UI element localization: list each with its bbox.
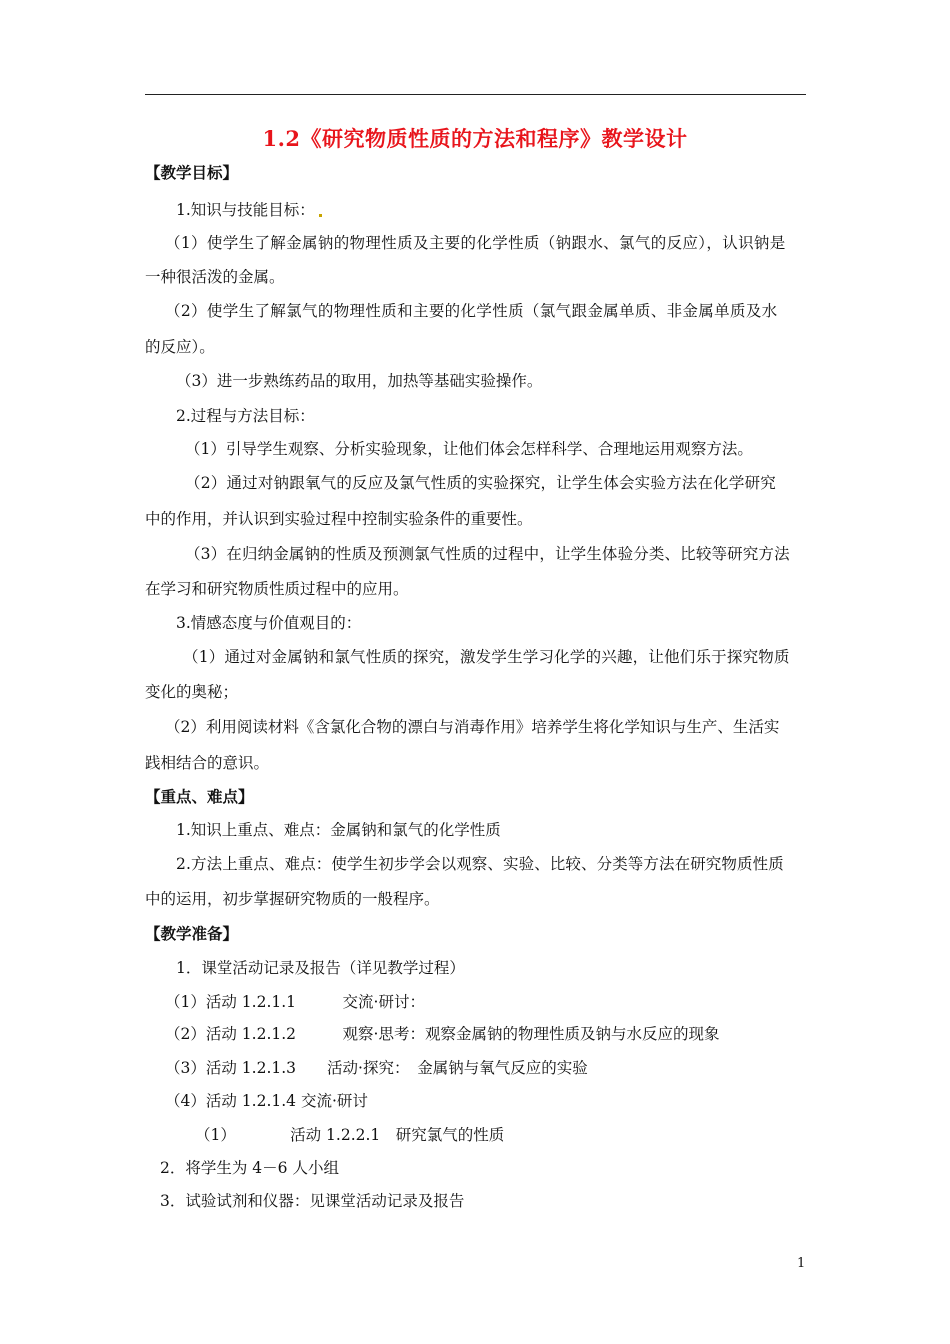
paragraph-line: 1．课堂活动记录及报告（详见教学过程） [176,959,465,977]
paragraph-line: 3.情感态度与价值观目的： [176,614,362,632]
paragraph-line: （1）通过对金属钠和氯气性质的探究，激发学生学习化学的兴趣，让他们乐于探究物质 [183,648,790,666]
paragraph-line: （1）使学生了解金属钠的物理性质及主要的化学性质（钠跟水、氯气的反应），认识钠是 [165,234,786,252]
paragraph-line: 的反应）。 [145,338,215,356]
page-number: 1 [797,1256,806,1271]
paragraph-line: （1）引导学生观察、分析实验现象，让他们体会怎样科学、合理地运用观察方法。 [185,440,753,458]
section-heading-preparation: 【教学准备】 [145,924,239,943]
paragraph-line: 在学习和研究物质性质过程中的应用。 [145,580,409,598]
paragraph-line: 2.方法上重点、难点：使学生初步学会以观察、实验、比较、分类等方法在研究物质性质 [176,855,784,873]
activity-item: （4）活动 1.2.1.4 交流·研讨 [165,1092,368,1110]
paragraph-line: 变化的奥秘； [145,683,239,701]
paragraph-line: 中的作用，并认识到实验过程中控制实验条件的重要性。 [145,510,533,528]
activity-item: （1）活动 1.2.1.1 交流·研讨： [165,993,425,1011]
paragraph-line: （3）进一步熟练药品的取用，加热等基础实验操作。 [176,372,543,390]
section-heading-objectives: 【教学目标】 [145,163,239,182]
header-rule [145,94,806,95]
activity-item: （3）活动 1.2.1.3 活动·探究： 金属钠与氧气反应的实验 [165,1059,588,1077]
paragraph-line: 2．将学生为 4－6 人小组 [160,1159,339,1177]
paragraph-line: 1.知识上重点、难点：金属钠和氯气的化学性质 [176,821,501,839]
paragraph-line: 2.过程与方法目标： [176,407,315,425]
activity-item: （1） 活动 1.2.2.1 研究氯气的性质 [195,1126,505,1144]
paragraph-line: （2）使学生了解氯气的物理性质和主要的化学性质（氯气跟金属单质、非金属单质及水 [165,302,778,320]
paragraph-line: 践相结合的意识。 [145,754,270,772]
paragraph-line: 中的运用，初步掌握研究物质的一般程序。 [145,890,440,908]
paragraph-line: （3）在归纳金属钠的性质及预测氯气性质的过程中，让学生体验分类、比较等研究方法 [185,545,790,563]
paragraph-line: （2）利用阅读材料《含氯化合物的漂白与消毒作用》培养学生将化学知识与生产、生活实 [165,718,780,736]
paragraph-line: 一种很活泼的金属。 [145,268,285,286]
document-title: 1.2《研究物质性质的方法和程序》教学设计 [262,126,688,151]
paragraph-line: 1.知识与技能目标： [176,199,322,221]
activity-item: （2）活动 1.2.1.2 观察·思考：观察金属钠的物理性质及钠与水反应的现象 [165,1025,720,1043]
paragraph-line: （2）通过对钠跟氧气的反应及氯气性质的实验探究，让学生体会实验方法在化学研究 [185,474,776,492]
section-heading-key-points: 【重点、难点】 [145,787,254,806]
paragraph-line: 3．试验试剂和仪器：见课堂活动记录及报告 [160,1192,465,1210]
highlight-dot-icon [319,214,322,217]
